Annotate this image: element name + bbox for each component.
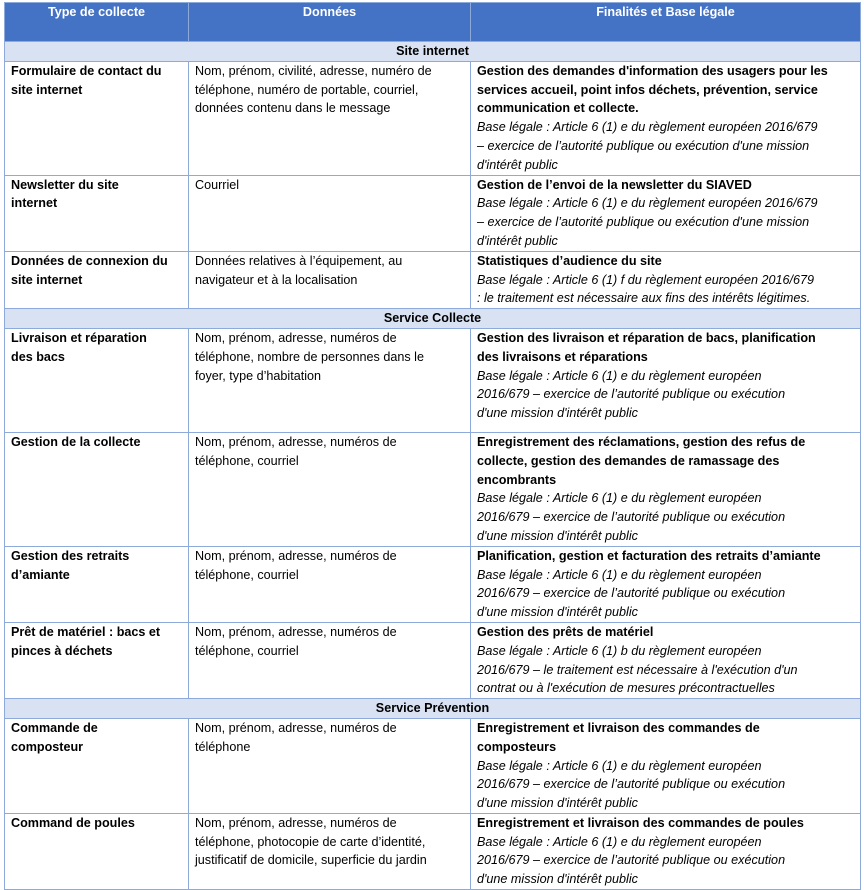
legal-basis-line: 2016/679 – le traitement est nécessaire à l'exécution d'un <box>477 662 798 677</box>
collection-type-cell <box>5 328 189 432</box>
data-collection-table <box>4 2 861 890</box>
data-cell <box>189 546 471 622</box>
collection-type-line: composteur <box>11 739 84 754</box>
finality-cell <box>471 813 861 889</box>
collection-type-line: Command de poules <box>11 815 135 830</box>
data-line: Courriel <box>195 177 240 192</box>
purpose-line: composteurs <box>477 739 557 754</box>
collection-type-cell <box>5 61 189 175</box>
table-header-row <box>5 3 861 42</box>
legal-basis-line: d'une mission d'intérêt public <box>477 406 638 421</box>
finality-cell <box>471 718 861 813</box>
finality-cell <box>471 61 861 175</box>
collection-type-cell <box>5 175 189 251</box>
data-line: Nom, prénom, adresse, numéros de <box>195 624 397 639</box>
legal-basis-line: Base légale : Article 6 (1) e du règlement européen <box>477 491 762 506</box>
finality-cell <box>471 432 861 546</box>
legal-basis-line: d'une mission d'intérêt public <box>477 605 638 620</box>
section-header-row <box>5 699 861 719</box>
legal-basis-line: Base légale : Article 6 (1) e du règlement européen 2016/679 <box>477 120 818 135</box>
legal-basis-line: Base légale : Article 6 (1) e du règlement européen <box>477 834 762 849</box>
data-cell <box>189 251 471 308</box>
legal-basis-line: d'une mission d'intérêt public <box>477 872 638 887</box>
collection-type-line: Newsletter du site <box>11 177 119 192</box>
legal-basis-line: : le traitement est nécessaire aux fins des intérêts légitimes. <box>477 291 811 306</box>
purpose-line: Planification, gestion et facturation des retraits d’amiante <box>477 548 821 563</box>
legal-basis-line: Base légale : Article 6 (1) f du règlement européen 2016/679 <box>477 272 814 287</box>
collection-type-line: Prêt de matériel : bacs et <box>11 624 161 639</box>
data-line: navigateur et à la localisation <box>195 272 358 287</box>
data-cell <box>189 622 471 698</box>
purpose-line: des livraisons et réparations <box>477 349 648 364</box>
header-finalites: Finalités et Base légale <box>471 3 861 42</box>
data-line: Nom, prénom, adresse, numéros de <box>195 548 397 563</box>
collection-type-cell <box>5 813 189 889</box>
collection-type-line: site internet <box>11 272 83 287</box>
table-row <box>5 622 861 698</box>
purpose-line: Enregistrement et livraison des commandes de poules <box>477 815 804 830</box>
table-row <box>5 251 861 308</box>
collection-type-cell <box>5 718 189 813</box>
table-row <box>5 432 861 546</box>
data-line: foyer, type d’habitation <box>195 368 322 383</box>
section-header-row <box>5 42 861 62</box>
data-cell <box>189 175 471 251</box>
table-row <box>5 718 861 813</box>
collection-type-line: internet <box>11 196 58 211</box>
collection-type-line: Formulaire de contact du <box>11 63 162 78</box>
legal-basis-line: 2016/679 – exercice de l’autorité publique ou exécution <box>477 777 786 792</box>
table-row <box>5 328 861 432</box>
data-line: téléphone, numéro de portable, courriel, <box>195 82 419 97</box>
collection-type-line: Gestion des retraits <box>11 548 130 563</box>
collection-type-line: Commande de <box>11 720 98 735</box>
data-line: téléphone <box>195 739 251 754</box>
legal-basis-line: d'une mission d'intérêt public <box>477 796 638 811</box>
data-line: Nom, prénom, adresse, numéros de <box>195 720 397 735</box>
collection-type-line: Gestion de la collecte <box>11 434 141 449</box>
purpose-line: Enregistrement des réclamations, gestion des refus de <box>477 434 806 449</box>
section-title: Service Prévention <box>5 699 861 719</box>
section-header-row <box>5 309 861 329</box>
purpose-line: communication et collecte. <box>477 101 639 116</box>
data-line: téléphone, nombre de personnes dans le <box>195 349 424 364</box>
purpose-line: encombrants <box>477 472 557 487</box>
legal-basis-line: contrat ou à l'exécution de mesures précontractuelles <box>477 681 775 696</box>
legal-basis-line: 2016/679 – exercice de l’autorité publique ou exécution <box>477 586 786 601</box>
header-donnees: Données <box>189 3 471 42</box>
purpose-line: Gestion des prêts de matériel <box>477 624 654 639</box>
legal-basis-line: d'intérêt public <box>477 233 558 248</box>
collection-type-line: pinces à déchets <box>11 643 113 658</box>
finality-cell <box>471 251 861 308</box>
collection-type-cell <box>5 251 189 308</box>
collection-type-line: d’amiante <box>11 567 70 582</box>
data-line: données contenu dans le message <box>195 101 391 116</box>
purpose-line: Gestion des demandes d'information des usagers pour les <box>477 63 828 78</box>
table-row <box>5 175 861 251</box>
data-line: Données relatives à l’équipement, au <box>195 253 403 268</box>
data-cell <box>189 718 471 813</box>
collection-type-cell <box>5 546 189 622</box>
finality-cell <box>471 622 861 698</box>
collection-type-cell <box>5 432 189 546</box>
section-title: Service Collecte <box>5 309 861 329</box>
data-cell <box>189 328 471 432</box>
data-line: téléphone, courriel <box>195 567 299 582</box>
legal-basis-line: 2016/679 – exercice de l’autorité publique ou exécution <box>477 387 786 402</box>
data-cell <box>189 61 471 175</box>
data-line: téléphone, courriel <box>195 453 299 468</box>
data-line: Nom, prénom, civilité, adresse, numéro de <box>195 63 432 78</box>
purpose-line: services accueil, point infos déchets, prévention, service <box>477 82 818 97</box>
collection-type-line: site internet <box>11 82 83 97</box>
legal-basis-line: d'une mission d'intérêt public <box>477 528 638 543</box>
purpose-line: Gestion de l’envoi de la newsletter du SIAVED <box>477 177 752 192</box>
data-line: Nom, prénom, adresse, numéros de <box>195 434 397 449</box>
data-line: téléphone, courriel <box>195 643 299 658</box>
purpose-line: Gestion des livraison et réparation de bacs, planification <box>477 330 816 345</box>
legal-basis-line: Base légale : Article 6 (1) b du règlement européen <box>477 643 762 658</box>
purpose-line: Statistiques d’audience du site <box>477 253 662 268</box>
finality-cell <box>471 175 861 251</box>
collection-type-cell <box>5 622 189 698</box>
data-line: Nom, prénom, adresse, numéros de <box>195 815 397 830</box>
data-line: justificatif de domicile, superficie du jardin <box>195 853 427 868</box>
section-title: Site internet <box>5 42 861 62</box>
finality-cell <box>471 546 861 622</box>
legal-basis-line: Base légale : Article 6 (1) e du règlement européen <box>477 758 762 773</box>
table-row <box>5 813 861 889</box>
legal-basis-line: Base légale : Article 6 (1) e du règlement européen 2016/679 <box>477 196 818 211</box>
legal-basis-line: 2016/679 – exercice de l’autorité publique ou exécution <box>477 510 786 525</box>
table-row <box>5 546 861 622</box>
collection-type-line: Données de connexion du <box>11 253 168 268</box>
legal-basis-line: Base légale : Article 6 (1) e du règlement européen <box>477 368 762 383</box>
purpose-line: collecte, gestion des demandes de ramassage des <box>477 453 780 468</box>
collection-type-line: Livraison et réparation <box>11 330 147 345</box>
data-cell <box>189 813 471 889</box>
finality-cell <box>471 328 861 432</box>
purpose-line: Enregistrement et livraison des commandes de <box>477 720 760 735</box>
legal-basis-line: 2016/679 – exercice de l’autorité publique ou exécution <box>477 853 786 868</box>
data-line: Nom, prénom, adresse, numéros de <box>195 330 397 345</box>
header-type-de-collecte: Type de collecte <box>5 3 189 42</box>
data-cell <box>189 432 471 546</box>
collection-type-line: des bacs <box>11 349 65 364</box>
legal-basis-line: – exercice de l’autorité publique ou exécution d'une mission <box>477 138 810 153</box>
table-row <box>5 61 861 175</box>
legal-basis-line: d'intérêt public <box>477 157 558 172</box>
data-line: téléphone, photocopie de carte d’identité, <box>195 834 426 849</box>
legal-basis-line: – exercice de l’autorité publique ou exécution d'une mission <box>477 215 810 230</box>
legal-basis-line: Base légale : Article 6 (1) e du règlement européen <box>477 567 762 582</box>
